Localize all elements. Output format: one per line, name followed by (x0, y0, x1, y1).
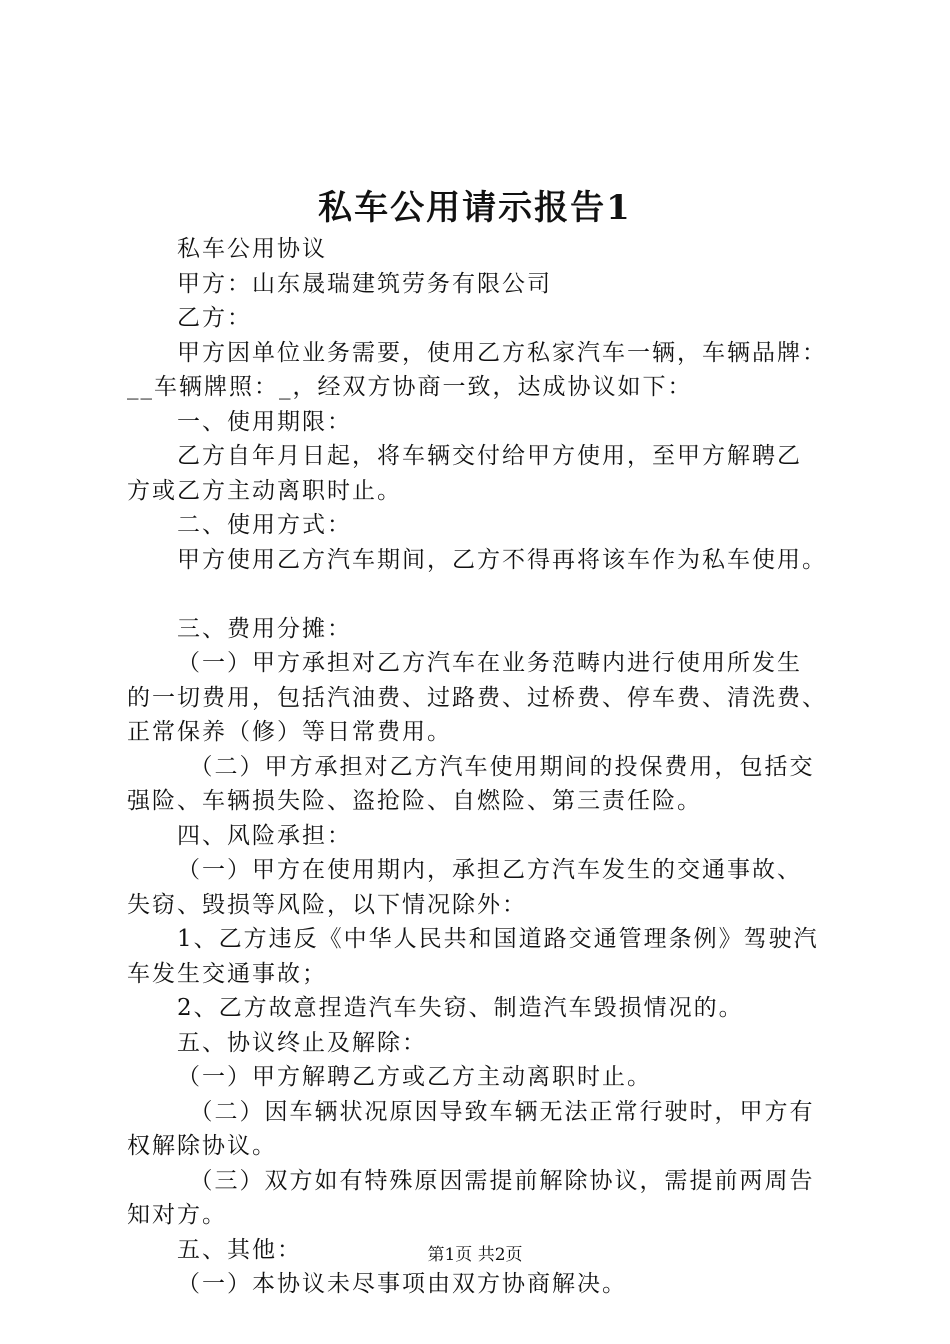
paragraph-line: 二、使用方式： (177, 512, 352, 538)
paragraph-line: 甲方因单位业务需要，使用乙方私家汽车一辆，车辆品牌： (177, 339, 827, 366)
document-title: 私车公用请示报告1 (318, 188, 632, 228)
paragraph-line: 方或乙方主动离职时止。 (127, 477, 402, 504)
paragraph-line: 五、协议终止及解除： (177, 1029, 427, 1056)
paragraph-line: 乙方自年月日起，将车辆交付给甲方使用，至甲方解聘乙 (177, 443, 802, 469)
paragraph-line: （二）因车辆状况原因导致车辆无法正常行驶时，甲方有 (189, 1098, 815, 1125)
paragraph-line: 2、乙方故意捏造汽车失窃、制造汽车毁损情况的。 (177, 995, 744, 1021)
paragraph-line: 的一切费用，包括汽油费、过路费、过桥费、停车费、清洗费、 (127, 684, 827, 711)
paragraph-line: 强险、车辆损失险、盗抢险、自燃险、第三责任险。 (127, 788, 702, 814)
document-body (127, 232, 857, 1302)
paragraph-line: （一）甲方解聘乙方或乙方主动离职时止。 (177, 1064, 652, 1090)
paragraph-line: 私车公用协议 (177, 236, 327, 262)
paragraph-line: 甲方使用乙方汽车期间，乙方不得再将该车作为私车使用。 (177, 546, 827, 573)
paragraph-line: （三）双方如有特殊原因需提前解除协议，需提前两周告 (189, 1167, 815, 1194)
paragraph-line: 1、乙方违反《中华人民共和国道路交通管理条例》驾驶汽 (177, 926, 819, 952)
paragraph-line: 权解除协议。 (127, 1133, 277, 1159)
paragraph-line: 五、其他： (177, 1236, 302, 1263)
blank-line (127, 577, 857, 612)
paragraph-line: 四、风险承担： (177, 822, 352, 849)
paragraph-line: （一）甲方承担对乙方汽车在业务范畴内进行使用所发生 (177, 650, 802, 676)
page-footer: 第1页 共2页 (427, 1245, 523, 1265)
paragraph-line: 甲方：山东晟瑞建筑劳务有限公司 (177, 270, 552, 297)
paragraph-line: 失窃、毁损等风险，以下情况除外： (127, 891, 527, 918)
paragraph-line: （二）甲方承担对乙方汽车使用期间的投保费用，包括交 (189, 753, 815, 780)
paragraph-line: 知对方。 (127, 1202, 227, 1228)
paragraph-line: 三、费用分摊： (177, 615, 352, 642)
paragraph-line: 车发生交通事故； (127, 960, 327, 987)
paragraph-line: （一）甲方在使用期内，承担乙方汽车发生的交通事故、 (177, 857, 802, 883)
paragraph-line: 正常保养（修）等日常费用。 (127, 719, 452, 745)
paragraph-line: __车辆牌照：_，经双方协商一致，达成协议如下： (127, 374, 693, 400)
paragraph-line: 乙方： (177, 305, 252, 331)
paragraph-line: （一）本协议未尽事项由双方协商解决。 (177, 1271, 627, 1297)
paragraph-line: 一、使用期限： (177, 408, 352, 435)
